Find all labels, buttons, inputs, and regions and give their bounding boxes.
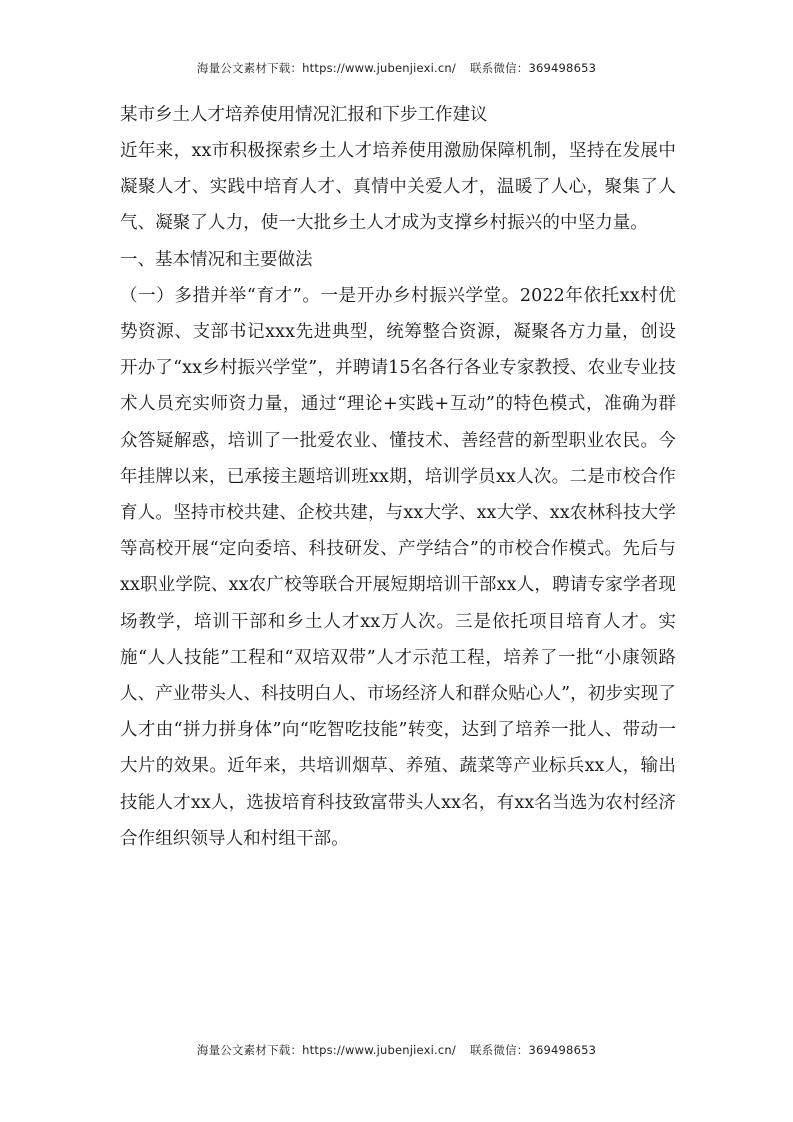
document-body <box>120 97 676 857</box>
section-heading: 一、基本情况和主要做法 <box>120 249 313 270</box>
page-header <box>0 60 793 76</box>
intro-paragraph: 近年来，xx市积极探索乡土人才培养使用激励保障机制，坚持在发展中凝聚人才、实践中培育人才、真情中关爱人才，温暖了人心，聚集了人气、凝聚了人力，使一大批乡土人才成为支撑乡村振兴的中坚力量。 <box>120 141 676 234</box>
footer-source-link[interactable]: 海量公文素材下载：https://www.jubenjiexi.cn/ <box>196 1043 456 1057</box>
document-title: 某市乡土人才培养使用情况汇报和下步工作建议 <box>120 105 488 125</box>
body-paragraph: （一）多措并举“育才”。一是开办乡村振兴学堂。2022年依托xx村优势资源、支部书记xxx先进典型，统筹整合资源，凝聚各方力量，创设开办了“xx乡村振兴学堂”，并聘请15名各行各业专家教授、农业专业技术人员充实师资力量，通过“理论+实践+互动”的特色模式，准确为群众答疑解惑，培训了一批爱农业、懂技术、善经营的新型职业农民。今年挂牌以来，已承接主题培训班xx期，培训学员xx人次。二是市校合作育人。坚持市校共建、企校共建，与xx大学、xx大学、xx农林科技大学等高校开展“定向委培、科技研发、产学结合”的市校合作模式。先后与xx职业学院、xx农广校等联合开展短期培训干部xx人，聘请专家学者现场教学，培训干部和乡土人才xx万人次。三是依托项目培育人才。实施“人人技能”工程和“双培双带”人才示范工程，培养了一批“小康领路人、产业带头人、科技明白人、市场经济人和群众贴心人”，初步实现了人才由“拼力拼身体”向“吃智吃技能”转变，达到了培养一批人、带动一大片的效果。近年来，共培训烟草、养殖、蔬菜等产业标兵xx人，输出技能人才xx人，选拔培育科技致富带头人xx名，有xx名当选为农村经济合作组织领导人和村组干部。 <box>120 285 676 849</box>
header-contact: 联系微信：369498653 <box>469 61 597 75</box>
header-source-link[interactable]: 海量公文素材下载：https://www.jubenjiexi.cn/ <box>196 61 456 75</box>
page-footer <box>0 1042 793 1058</box>
footer-contact: 联系微信：369498653 <box>469 1043 597 1057</box>
